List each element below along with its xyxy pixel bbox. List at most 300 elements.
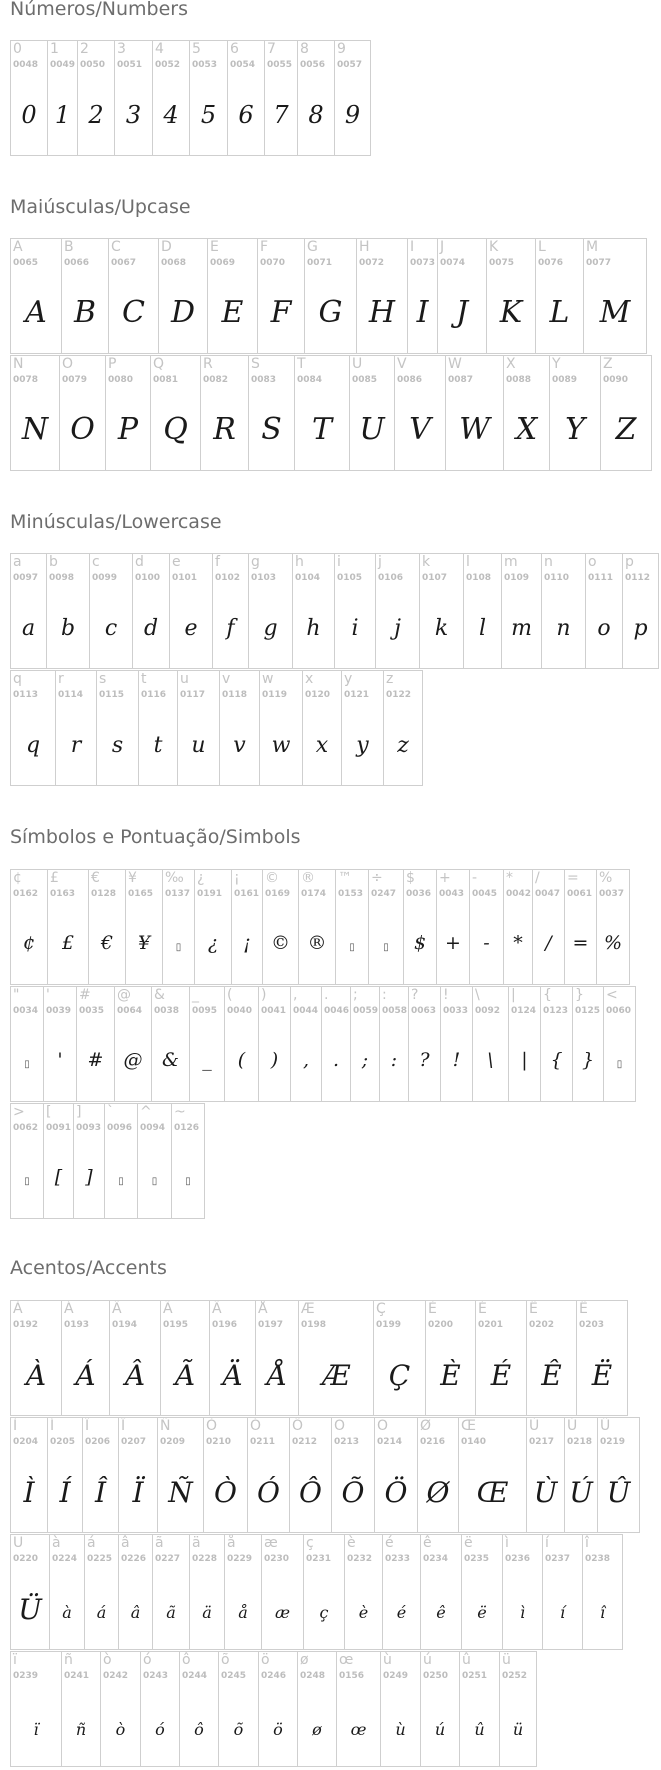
glyph-sample: Ñ <box>168 1476 193 1509</box>
glyph-sample: Ê <box>541 1359 562 1392</box>
glyph-cell <box>382 1534 421 1650</box>
section-title-upcase: Maiúsculas/Upcase <box>10 196 191 218</box>
glyph-code-label: 0087 <box>448 375 474 385</box>
glyph-sample: ] <box>85 1166 93 1188</box>
glyph-code-label: 0165 <box>128 889 154 899</box>
glyph-character-label: Ù <box>529 1418 540 1434</box>
glyph-sample: È <box>440 1359 461 1392</box>
glyph-sample: G <box>318 295 343 330</box>
lowercase-grid <box>10 553 658 787</box>
glyph-character-label: Ë <box>579 1301 588 1317</box>
numbers-grid <box>10 40 370 157</box>
glyph-character-label: Ú <box>567 1418 578 1434</box>
glyph-character-label: Ò <box>206 1418 218 1434</box>
glyph-cell <box>356 238 408 354</box>
glyph-character-label: m <box>504 554 518 570</box>
glyph-sample: V <box>409 412 431 447</box>
glyph-cell <box>258 986 291 1102</box>
glyph-code-label: 0198 <box>301 1320 327 1330</box>
glyph-cell <box>420 1651 460 1767</box>
glyph-code-label: 0191 <box>197 889 223 899</box>
glyph-code-label: 0035 <box>79 1006 105 1016</box>
glyph-cell <box>373 1300 426 1416</box>
glyph-code-label: 0229 <box>227 1554 253 1564</box>
glyph-sample: œ <box>350 1720 367 1739</box>
glyph-sample: B <box>73 295 97 330</box>
glyph-sample: ! <box>452 1049 461 1071</box>
glyph-cell <box>459 1651 500 1767</box>
glyph-character-label: í <box>545 1535 549 1551</box>
glyph-character-label: Ê <box>529 1301 538 1317</box>
glyph-code-label: 0241 <box>64 1671 90 1681</box>
glyph-sample: d <box>143 616 159 641</box>
glyph-code-label: 0099 <box>92 573 118 583</box>
glyph-character-label: V <box>397 356 407 372</box>
glyph-cell <box>171 1103 205 1219</box>
missing-glyph-icon: ▯ <box>118 1176 124 1187</box>
glyph-code-label: 0236 <box>505 1554 531 1564</box>
glyph-code-label: 0242 <box>103 1671 129 1681</box>
accents-grid <box>10 1300 639 1768</box>
glyph-character-label: 1 <box>50 41 59 57</box>
glyph-code-label: 0105 <box>337 573 363 583</box>
glyph-cell <box>10 1651 62 1767</box>
glyph-cell <box>532 869 565 985</box>
glyph-cell <box>248 553 293 669</box>
glyph-code-label: 0201 <box>478 1320 504 1330</box>
glyph-sample: Ò <box>214 1476 237 1509</box>
glyph-code-label: 0203 <box>579 1320 605 1330</box>
glyph-code-label: 0193 <box>64 1320 90 1330</box>
glyph-sample: w <box>271 733 291 758</box>
glyph-code-label: 0233 <box>385 1554 411 1564</box>
glyph-sample: X <box>515 412 538 447</box>
glyph-sample: Œ <box>476 1476 509 1509</box>
glyph-cell <box>47 40 78 156</box>
glyph-cell <box>289 1417 332 1533</box>
glyph-character-label: O <box>62 356 74 372</box>
glyph-character-label: J <box>440 239 445 255</box>
glyph-code-label: 0033 <box>443 1006 469 1016</box>
glyph-sample: í <box>559 1603 566 1622</box>
glyph-character-label: à <box>52 1535 61 1551</box>
glyph-sample: , <box>302 1049 310 1071</box>
glyph-row <box>10 355 651 471</box>
glyph-sample: Á <box>75 1359 96 1392</box>
glyph-cell <box>105 355 151 471</box>
glyph-code-label: 0034 <box>13 1006 39 1016</box>
glyph-character-label: ] <box>76 1104 82 1120</box>
glyph-sample: r <box>70 733 82 758</box>
glyph-sample: o <box>597 616 611 641</box>
glyph-cell <box>189 40 228 156</box>
glyph-character-label: K <box>489 239 499 255</box>
glyph-cell <box>47 1417 83 1533</box>
glyph-sample: Ú <box>569 1476 593 1509</box>
glyph-code-label: 0126 <box>174 1123 200 1133</box>
glyph-code-label: 0082 <box>203 375 229 385</box>
glyph-cell <box>179 1651 219 1767</box>
glyph-code-label: 0086 <box>397 375 423 385</box>
glyph-cell <box>572 986 604 1102</box>
glyph-cell <box>576 1300 628 1416</box>
glyph-character-label: ® <box>301 870 315 886</box>
glyph-character-label: A <box>13 239 23 255</box>
glyph-character-label: x <box>305 671 314 687</box>
glyph-code-label: 0156 <box>339 1671 365 1681</box>
glyph-cell <box>375 553 420 669</box>
glyph-character-label: p <box>625 554 634 570</box>
glyph-cell <box>503 869 533 985</box>
glyph-sample: ò <box>115 1720 126 1739</box>
glyph-code-label: 0226 <box>121 1554 147 1564</box>
glyph-code-label: 0210 <box>206 1437 232 1447</box>
glyph-sample: \ <box>487 1049 494 1071</box>
glyph-sample: [ <box>54 1166 63 1188</box>
glyph-character-label: X <box>506 356 516 372</box>
glyph-code-label: 0244 <box>182 1671 208 1681</box>
glyph-code-label: 0094 <box>140 1123 166 1133</box>
glyph-cell <box>104 1103 138 1219</box>
glyph-cell <box>96 670 139 786</box>
glyph-cell <box>10 40 48 156</box>
glyph-code-label: 0071 <box>307 258 333 268</box>
glyph-code-label: 0174 <box>301 889 327 899</box>
glyph-character-label: Â <box>112 1301 122 1317</box>
glyph-code-label: 0041 <box>261 1006 287 1016</box>
glyph-cell <box>114 986 152 1102</box>
glyph-cell <box>100 1651 141 1767</box>
glyph-character-label: ç <box>306 1535 314 1551</box>
glyph-sample: ö <box>273 1720 283 1739</box>
glyph-sample: É <box>490 1359 512 1392</box>
glyph-character-label: s <box>99 671 107 687</box>
glyph-code-label: 0096 <box>107 1123 133 1133</box>
glyph-sample: } <box>581 1049 595 1071</box>
glyph-sample: b <box>60 616 76 641</box>
glyph-code-label: 0042 <box>506 889 532 899</box>
glyph-cell <box>349 355 395 471</box>
glyph-character-label: ^ <box>140 1104 152 1120</box>
glyph-sample: H <box>368 295 396 330</box>
glyph-sample: l <box>478 616 487 641</box>
glyph-character-label: < <box>606 987 618 1003</box>
glyph-code-label: 0211 <box>250 1437 276 1447</box>
glyph-character-label: £ <box>50 870 59 886</box>
section-title-numbers: Números/Numbers <box>10 0 188 20</box>
glyph-character-label: N <box>13 356 24 372</box>
glyph-sample: € <box>100 932 114 954</box>
glyph-character-label: Æ <box>301 1301 315 1317</box>
glyph-character-label: G <box>307 239 318 255</box>
glyph-code-label: 0038 <box>154 1006 180 1016</box>
glyph-sample: h <box>306 616 321 641</box>
glyph-cell <box>290 986 322 1102</box>
glyph-cell <box>603 986 636 1102</box>
glyph-character-label: f <box>215 554 220 570</box>
glyph-sample: Ë <box>591 1359 613 1392</box>
glyph-code-label: 0206 <box>85 1437 111 1447</box>
glyph-sample: ¿ <box>207 932 219 954</box>
glyph-sample: ' <box>57 1049 63 1071</box>
glyph-character-label: Ö <box>377 1418 389 1434</box>
glyph-sample: 6 <box>238 101 254 129</box>
glyph-code-label: 0115 <box>99 690 125 700</box>
glyph-sample: u <box>191 733 206 758</box>
glyph-code-label: 0062 <box>13 1123 39 1133</box>
glyph-character-label: ê <box>423 1535 432 1551</box>
glyph-character-label: © <box>265 870 279 886</box>
glyph-code-label: 0060 <box>606 1006 632 1016</box>
glyph-cell <box>46 553 90 669</box>
glyph-sample: Y <box>565 412 585 447</box>
glyph-character-label: Ô <box>292 1418 304 1434</box>
glyph-cell <box>125 869 163 985</box>
glyph-cell <box>335 869 369 985</box>
glyph-code-label: 0101 <box>172 573 198 583</box>
glyph-sample: 1 <box>54 101 71 129</box>
glyph-sample: ë <box>477 1603 487 1622</box>
glyph-code-label: 0039 <box>46 1006 72 1016</box>
glyph-sample: Ø <box>426 1476 450 1509</box>
glyph-sample: Ö <box>384 1476 408 1509</box>
glyph-character-label: q <box>13 671 22 687</box>
glyph-cell <box>341 670 384 786</box>
glyph-character-label: ( <box>227 987 233 1003</box>
glyph-sample: õ <box>233 1720 244 1739</box>
glyph-character-label: õ <box>221 1652 230 1668</box>
glyph-character-label: û <box>462 1652 471 1668</box>
glyph-code-label: 0043 <box>439 889 465 899</box>
glyph-code-label: 0040 <box>227 1006 253 1016</box>
glyph-sample: e <box>184 616 198 641</box>
glyph-cell <box>564 1417 598 1533</box>
glyph-sample: æ <box>274 1603 291 1622</box>
glyph-code-label: 0102 <box>215 573 241 583</box>
glyph-code-label: 0202 <box>529 1320 555 1330</box>
glyph-sample: 5 <box>200 101 217 129</box>
glyph-sample: À <box>25 1359 47 1392</box>
glyph-cell <box>258 1651 298 1767</box>
glyph-sample: ù <box>395 1720 406 1739</box>
glyph-character-label: S <box>251 356 260 372</box>
glyph-code-label: 0070 <box>260 258 286 268</box>
glyph-character-label: Ï <box>121 1418 126 1434</box>
glyph-character-label: å <box>227 1535 236 1551</box>
glyph-code-label: 0235 <box>464 1554 490 1564</box>
glyph-character-label: h <box>295 554 304 570</box>
glyph-sample: O <box>70 412 95 447</box>
glyph-row <box>10 869 635 985</box>
glyph-sample: Â <box>124 1359 146 1392</box>
glyph-cell <box>344 1534 383 1650</box>
glyph-character-label: r <box>58 671 64 687</box>
glyph-code-label: 0113 <box>13 690 39 700</box>
glyph-code-label: 0036 <box>406 889 432 899</box>
glyph-sample: ó <box>155 1720 165 1739</box>
glyph-sample: N <box>21 412 49 447</box>
glyph-sample: ( <box>237 1049 246 1071</box>
glyph-cell <box>622 553 659 669</box>
glyph-cell <box>84 1534 119 1650</box>
glyph-code-label: 0052 <box>155 60 181 70</box>
glyph-sample: ú <box>434 1720 446 1739</box>
glyph-character-label: Å <box>258 1301 268 1317</box>
glyph-cell <box>43 986 77 1102</box>
glyph-sample: m <box>511 616 532 641</box>
glyph-character-label: 7 <box>267 41 276 57</box>
glyph-code-label: 0050 <box>80 60 106 70</box>
glyph-character-label: E <box>210 239 219 255</box>
glyph-code-label: 0243 <box>143 1671 169 1681</box>
glyph-sample: * <box>513 932 523 954</box>
glyph-cell <box>336 1651 381 1767</box>
glyph-cell <box>302 670 342 786</box>
glyph-cell <box>321 986 351 1102</box>
glyph-cell <box>77 40 115 156</box>
glyph-code-label: 0093 <box>76 1123 102 1133</box>
glyph-sample: ì <box>519 1603 526 1622</box>
glyph-cell <box>200 355 249 471</box>
glyph-code-label: 0068 <box>161 258 187 268</box>
glyph-cell <box>73 1103 105 1219</box>
glyph-sample: 0 <box>21 101 37 129</box>
glyph-sample: Ì <box>23 1476 35 1509</box>
glyph-cell <box>118 1534 153 1650</box>
glyph-cell <box>303 1534 345 1650</box>
glyph-cell <box>261 1534 304 1650</box>
glyph-cell <box>132 553 170 669</box>
glyph-character-label: á <box>87 1535 96 1551</box>
glyph-character-label: . <box>324 987 329 1003</box>
glyph-sample: è <box>358 1603 369 1622</box>
glyph-sample: n <box>556 616 571 641</box>
glyph-sample: 4 <box>163 101 179 129</box>
glyph-cell <box>114 40 153 156</box>
glyph-character-label: ì <box>505 1535 509 1551</box>
glyph-character-label: % <box>599 870 613 886</box>
glyph-character-label: l <box>466 554 470 570</box>
glyph-character-label: v <box>222 671 231 687</box>
glyph-code-label: 0103 <box>251 573 277 583</box>
glyph-cell <box>294 355 350 471</box>
glyph-sample: C <box>122 295 145 330</box>
glyph-cell <box>297 1651 337 1767</box>
glyph-character-label: ø <box>300 1652 309 1668</box>
glyph-cell <box>526 1300 577 1416</box>
glyph-code-label: 0109 <box>504 573 530 583</box>
glyph-character-label: a <box>13 554 22 570</box>
glyph-sample: â <box>130 1603 141 1622</box>
glyph-code-label: 0044 <box>293 1006 319 1016</box>
glyph-character-label: ù <box>383 1652 392 1668</box>
missing-glyph-icon: ▯ <box>151 1176 158 1187</box>
glyph-cell <box>108 238 159 354</box>
glyph-cell <box>407 238 438 354</box>
glyph-sample: ü <box>512 1720 524 1739</box>
glyph-code-label: 0092 <box>475 1006 501 1016</box>
glyph-character-label: ¿ <box>197 870 205 886</box>
glyph-character-label: ! <box>443 987 449 1003</box>
glyph-code-label: 0199 <box>376 1320 402 1330</box>
glyph-code-label: 0247 <box>371 889 397 899</box>
glyph-character-label: | <box>511 987 516 1003</box>
glyph-character-label: Ñ <box>160 1418 171 1434</box>
glyph-code-label: 0232 <box>347 1554 373 1564</box>
glyph-code-label: 0065 <box>13 258 39 268</box>
glyph-character-label: Ø <box>420 1418 432 1434</box>
glyph-cell <box>10 1103 44 1219</box>
glyph-code-label: 0230 <box>264 1554 290 1564</box>
glyph-row <box>10 1651 639 1767</box>
glyph-character-label: g <box>251 554 260 570</box>
glyph-code-label: 0100 <box>135 573 161 583</box>
glyph-cell <box>109 1300 161 1416</box>
glyph-sample: j <box>394 616 401 641</box>
glyph-code-label: 0061 <box>567 889 593 899</box>
missing-glyph-icon: ▯ <box>349 942 355 953</box>
glyph-code-label: 0049 <box>50 60 76 70</box>
glyph-cell <box>445 355 504 471</box>
glyph-cell <box>231 869 263 985</box>
glyph-character-label: î <box>585 1535 589 1551</box>
glyph-code-label: 0213 <box>334 1437 360 1447</box>
glyph-cell <box>76 986 115 1102</box>
glyph-code-label: 0084 <box>297 375 323 385</box>
glyph-cell <box>10 238 62 354</box>
glyph-cell <box>585 553 623 669</box>
glyph-cell <box>82 1417 119 1533</box>
glyph-character-label: À <box>13 1301 23 1317</box>
glyph-sample: g <box>263 616 278 641</box>
glyph-cell <box>379 986 409 1102</box>
glyph-code-label: 0205 <box>50 1437 76 1447</box>
glyph-sample: A <box>25 295 47 330</box>
missing-glyph-icon: ▯ <box>616 1059 623 1070</box>
glyph-row <box>10 40 370 156</box>
glyph-character-label: 4 <box>155 41 164 57</box>
glyph-character-label: = <box>567 870 579 886</box>
glyph-sample: ê <box>436 1603 446 1622</box>
glyph-character-label: è <box>347 1535 356 1551</box>
glyph-character-label: 0 <box>13 41 22 57</box>
glyph-code-label: 0054 <box>230 60 256 70</box>
glyph-cell <box>248 355 295 471</box>
glyph-character-label: ' <box>46 987 50 1003</box>
glyph-cell <box>152 1534 190 1650</box>
glyph-sample: à <box>62 1603 72 1622</box>
glyph-cell <box>61 1651 101 1767</box>
glyph-code-label: 0048 <box>13 60 39 70</box>
glyph-character-label: W <box>448 356 462 372</box>
glyph-cell <box>394 355 446 471</box>
glyph-character-label: ` <box>107 1104 114 1120</box>
glyph-cell <box>10 869 48 985</box>
glyph-code-label: 0227 <box>155 1554 181 1564</box>
glyph-cell <box>501 553 542 669</box>
glyph-cell <box>152 40 190 156</box>
glyph-character-label: M <box>586 239 599 255</box>
glyph-cell <box>89 553 133 669</box>
glyph-code-label: 0162 <box>13 889 39 899</box>
glyph-character-label: Û <box>600 1418 611 1434</box>
glyph-character-label: ‰ <box>165 870 184 886</box>
glyph-sample: R <box>213 412 236 447</box>
glyph-sample: i <box>351 616 359 641</box>
glyph-sample: ø <box>312 1720 322 1739</box>
glyph-sample: Ç <box>388 1359 411 1392</box>
glyph-character-label: Q <box>153 356 165 372</box>
